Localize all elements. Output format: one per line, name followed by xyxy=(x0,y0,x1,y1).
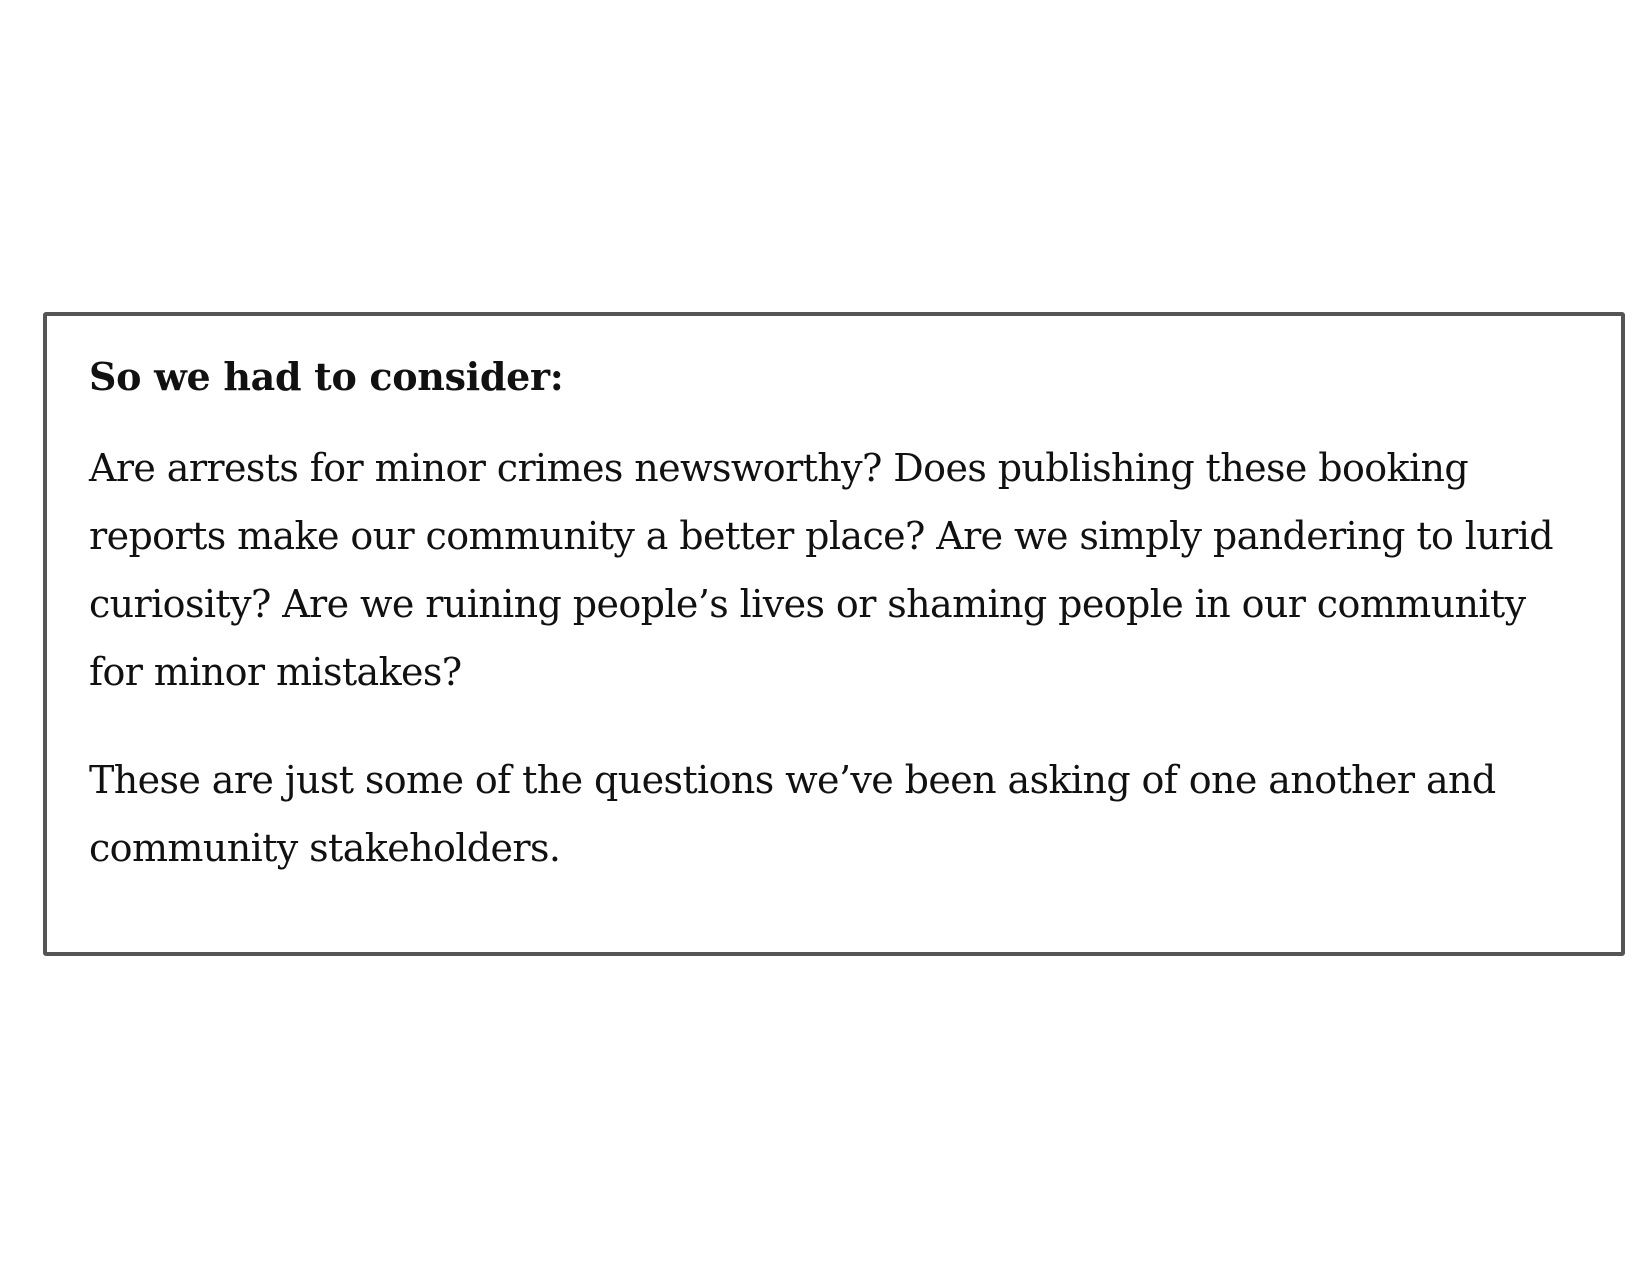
callout-heading: So we had to consider: xyxy=(89,354,564,399)
callout-questions-paragraph: Are arrests for minor crimes newsworthy? Does publishing these booking reports make our community a better place? Are we simply pandering to lurid curiosity? Are we ruining people’s lives or shaming people in our community for minor mistakes? xyxy=(89,446,1554,695)
callout-closing-paragraph: These are just some of the questions we’ve been asking of one another and community stakeholders. xyxy=(89,758,1496,871)
callout-box xyxy=(43,312,1625,956)
